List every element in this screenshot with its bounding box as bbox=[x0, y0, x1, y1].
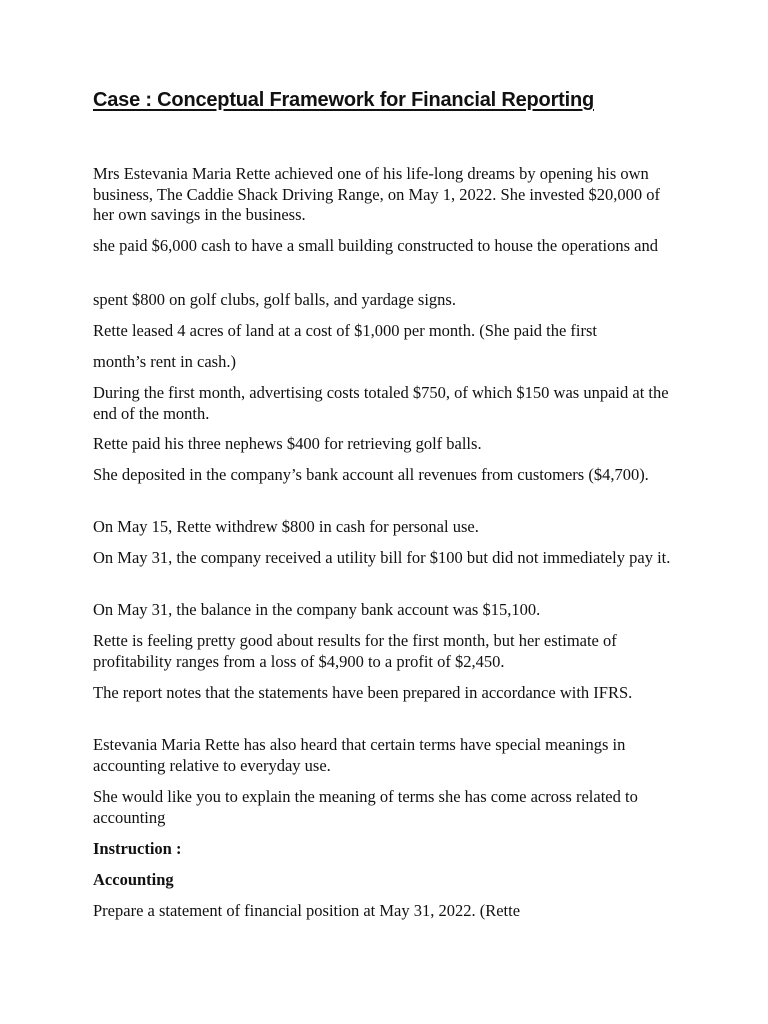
paragraph-equipment: spent $800 on golf clubs, golf balls, and yardage signs. bbox=[93, 290, 456, 309]
paragraph-revenues: She deposited in the company’s bank account all revenues from customers ($4,700). bbox=[93, 465, 649, 484]
paragraph-ifrs: The report notes that the statements have been prepared in accordance with IFRS. bbox=[93, 683, 633, 702]
paragraph-rent: month’s rent in cash.) bbox=[93, 352, 236, 371]
instruction-heading: Instruction : bbox=[93, 839, 182, 858]
paragraph-request: She would like you to explain the meaning of terms she has come across related to accounting bbox=[93, 787, 638, 827]
document-title: Case : Conceptual Framework for Financial Reporting bbox=[93, 89, 595, 111]
paragraph-building: she paid $6,000 cash to have a small building constructed to house the operations and bbox=[93, 236, 658, 255]
paragraph-utility: On May 31, the company received a utility bill for $100 but did not immediately pay it. bbox=[93, 548, 671, 567]
accounting-heading: Accounting bbox=[93, 870, 174, 889]
paragraph-lease: Rette leased 4 acres of land at a cost of $1,000 per month. (She paid the first bbox=[93, 321, 598, 340]
paragraph-nephews: Rette paid his three nephews $400 for retrieving golf balls. bbox=[93, 434, 482, 453]
paragraph-withdrawal: On May 15, Rette withdrew $800 in cash for personal use. bbox=[93, 517, 479, 536]
paragraph-profitability: Rette is feeling pretty good about results for the first month, but her estimate of profitability ranges from a loss of $4,900 to a profit of $2,450. bbox=[93, 631, 617, 671]
paragraph-terms: Estevania Maria Rette has also heard that certain terms have special meanings in accounting relative to everyday use. bbox=[93, 735, 626, 775]
paragraph-intro: Mrs Estevania Maria Rette achieved one of his life-long dreams by opening his own business, The Caddie Shack Driving Range, on May 1, 2022. She invested $20,000 of her own savings in the business. bbox=[93, 164, 661, 224]
paragraph-prepare-statement: Prepare a statement of financial position at May 31, 2022. (Rette bbox=[93, 901, 521, 920]
paragraph-advertising: During the first month, advertising costs totaled $750, of which $150 was unpaid at the end of the month. bbox=[93, 383, 669, 423]
paragraph-bank-balance: On May 31, the balance in the company bank account was $15,100. bbox=[93, 600, 541, 619]
